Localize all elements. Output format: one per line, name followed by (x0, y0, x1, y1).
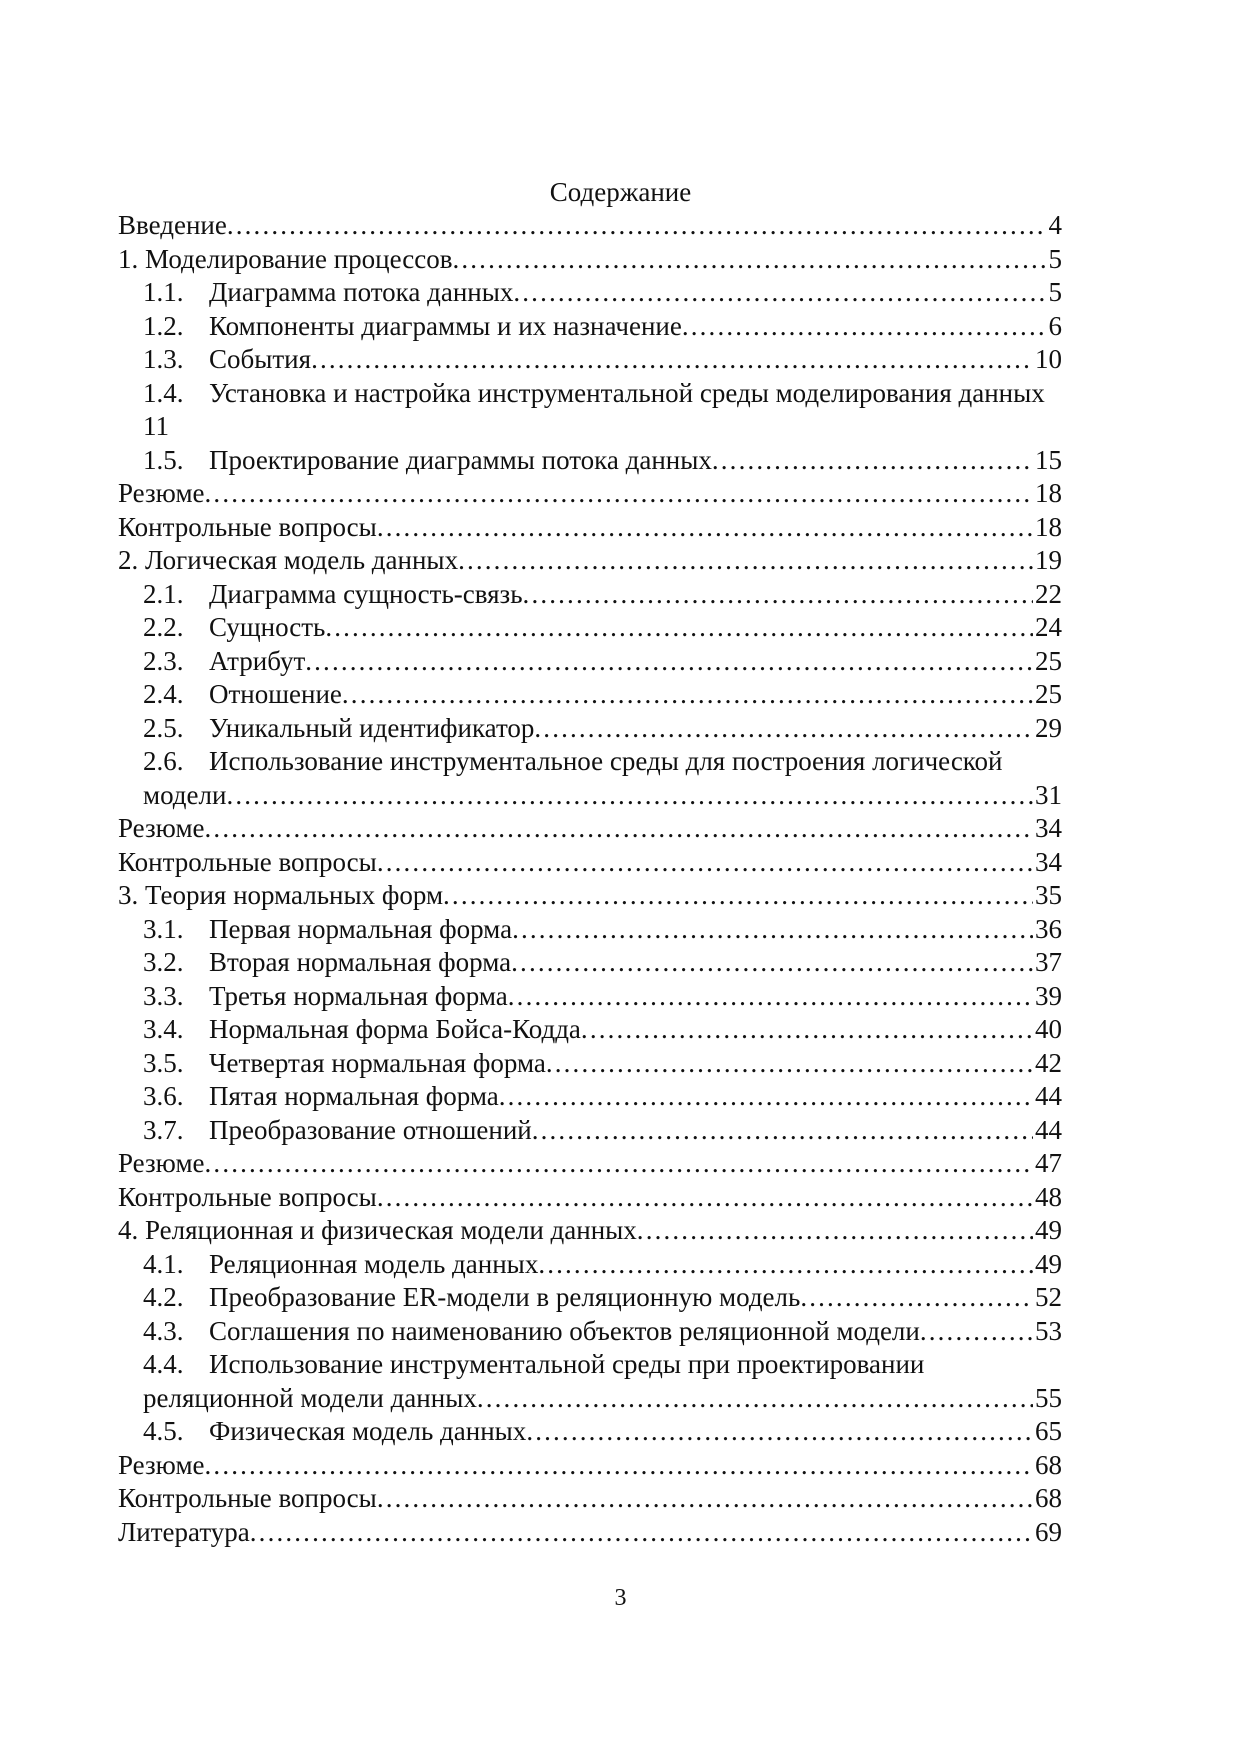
toc-entry-page: 10 (1035, 344, 1062, 374)
toc-entry-wrap[interactable] (118, 779, 1062, 813)
toc-entry[interactable] (118, 544, 1062, 578)
toc-entry[interactable] (118, 1516, 1062, 1550)
toc-entry-number: 3.7. (143, 1114, 184, 1145)
toc-entry-label: Использование инструментальной среды при проектировании (209, 1349, 925, 1379)
toc-entry[interactable] (118, 1080, 1062, 1114)
toc-entry-label: Резюме (118, 813, 205, 843)
toc-entry-label: Литература (118, 1516, 250, 1547)
toc-entry[interactable] (118, 1181, 1062, 1215)
toc-entry-number: 3.4. (143, 1014, 184, 1044)
toc-entry-page: 44 (1035, 1081, 1062, 1111)
toc-entry-page: 68 (1035, 1449, 1062, 1480)
dot-leader (377, 511, 1033, 545)
toc-entry-label: Компоненты диаграммы и их назначение (209, 310, 682, 341)
toc-entry[interactable] (118, 812, 1062, 846)
toc-entry-label: Резюме (118, 478, 205, 508)
toc-entry-label: Контрольные вопросы (118, 511, 377, 542)
dot-leader (452, 243, 1046, 277)
toc-entry-label-cont: модели (143, 779, 227, 810)
dot-leader (682, 310, 1047, 344)
toc-entry-wrap[interactable] (118, 410, 1062, 444)
toc-entry[interactable] (118, 1449, 1062, 1483)
toc-entry-label: Нормальная форма Бойса-Кодда (209, 1014, 581, 1044)
dot-leader (227, 209, 1047, 243)
dot-leader (523, 578, 1033, 612)
toc-entry-number: 2.3. (143, 645, 184, 676)
toc-entry-label: Соглашения по наименованию объектов реляционной модели (209, 1315, 920, 1346)
toc-entry[interactable] (118, 913, 1062, 947)
dot-leader (226, 779, 1033, 813)
toc-entry[interactable] (118, 1248, 1062, 1282)
toc-entry-label: Преобразование ER-модели в реляционную модель (209, 1282, 801, 1312)
toc-entry-number: 4.4. (143, 1349, 184, 1379)
toc-entry-label: Проектирование диаграммы потока данных (209, 444, 712, 475)
toc-entry[interactable] (118, 1482, 1062, 1516)
toc-entry-number: 4.1. (143, 1248, 184, 1279)
toc-entry[interactable] (118, 946, 1062, 980)
toc-entry[interactable] (118, 477, 1062, 511)
toc-entry[interactable] (118, 276, 1062, 310)
toc-title: Содержание (549, 177, 692, 207)
dot-leader (532, 1114, 1033, 1148)
dot-leader (513, 276, 1046, 310)
toc-entry-label: Преобразование отношений (209, 1114, 532, 1145)
toc-entry-page: 35 (1035, 880, 1062, 910)
toc-entry-page: 29 (1035, 712, 1062, 743)
toc-entry-page: 5 (1048, 243, 1062, 274)
toc-entry-label-cont: реляционной модели данных (143, 1382, 477, 1413)
toc-entry-page: 19 (1035, 545, 1062, 575)
toc-entry-number: 4.2. (143, 1282, 184, 1312)
toc-entry[interactable] (118, 243, 1062, 277)
toc-entry-page: 53 (1035, 1315, 1062, 1346)
toc-entry[interactable] (118, 209, 1062, 243)
toc-entry[interactable] (118, 444, 1062, 478)
dot-leader (538, 1248, 1033, 1282)
dot-leader (377, 1482, 1033, 1516)
toc-entry-page: 55 (1035, 1382, 1062, 1413)
toc-entry[interactable] (118, 1114, 1062, 1148)
toc-entry-page: 37 (1035, 947, 1062, 977)
toc-entry-label: События (209, 344, 312, 374)
dot-leader (205, 1449, 1033, 1483)
dot-leader (920, 1315, 1033, 1349)
toc-entry-number: 2.6. (143, 746, 184, 776)
dot-leader (342, 678, 1033, 712)
toc-entry-number: 3.2. (143, 947, 184, 977)
toc-entry-page: 18 (1035, 511, 1062, 542)
toc-entry[interactable] (118, 1047, 1062, 1081)
toc-entry-number: 1.4. (143, 377, 184, 408)
toc-entry-page: 36 (1035, 913, 1062, 944)
toc-entry-page: 25 (1035, 645, 1062, 676)
dot-leader (205, 477, 1033, 511)
toc-entry[interactable] (118, 980, 1062, 1014)
toc-entry[interactable] (118, 846, 1062, 880)
dot-leader (546, 1047, 1033, 1081)
toc-entry-page: 34 (1035, 846, 1062, 877)
toc-entry-label: Отношение (209, 679, 342, 709)
toc-entry[interactable] (118, 1281, 1062, 1315)
dot-leader (499, 1080, 1033, 1114)
toc-entry-label: Сущность (209, 612, 326, 642)
toc-entry-number: 3.5. (143, 1047, 184, 1078)
toc-entry-page: 44 (1035, 1114, 1062, 1145)
dot-leader (205, 812, 1033, 846)
toc-entry-page: 15 (1035, 444, 1062, 475)
toc-entry[interactable] (118, 611, 1062, 645)
toc-entry[interactable] (118, 343, 1062, 377)
toc-entry-label: Контрольные вопросы (118, 846, 377, 877)
toc-entry-label: Вторая нормальная форма (209, 947, 512, 977)
toc-entry-page: 39 (1035, 980, 1062, 1011)
toc-entry-label: Физическая модель данных (209, 1416, 527, 1446)
dot-leader (250, 1516, 1033, 1550)
toc-entry-page: 49 (1035, 1215, 1062, 1245)
toc-entry-number: 2.1. (143, 578, 184, 609)
dot-leader (458, 544, 1033, 578)
dot-leader (511, 946, 1033, 980)
toc-entry-label: 2. Логическая модель данных (118, 545, 459, 575)
toc-entry-page: 25 (1035, 679, 1062, 709)
toc-entry-number: 1.1. (143, 277, 184, 307)
dot-leader (305, 645, 1033, 679)
toc-entry-number: 1.2. (143, 310, 184, 341)
toc-entry-page: 24 (1035, 612, 1062, 642)
dot-leader (800, 1281, 1033, 1315)
toc-entry-number: 3.1. (143, 913, 184, 944)
toc-entry-page: 68 (1035, 1483, 1062, 1513)
toc-entry-label: 3. Теория нормальных форм (118, 880, 444, 910)
dot-leader (508, 980, 1033, 1014)
toc-entry[interactable] (118, 1315, 1062, 1349)
toc-entry-page: 34 (1035, 813, 1062, 843)
toc-entry-page: 22 (1035, 578, 1062, 609)
dot-leader (311, 343, 1033, 377)
toc-entry-wrap[interactable] (118, 1382, 1062, 1416)
toc-entry-label: Введение (118, 210, 227, 240)
toc-entry-label: Контрольные вопросы (118, 1181, 377, 1212)
toc-entry-label: Установка и настройка инструментальной среды моделирования данных (209, 377, 1045, 408)
toc-entry-label: Третья нормальная форма (209, 980, 508, 1011)
toc-entry-label: Контрольные вопросы (118, 1483, 377, 1513)
toc-entry-page: 40 (1035, 1014, 1062, 1044)
toc-entry[interactable] (118, 678, 1062, 712)
toc-entry[interactable] (118, 1348, 1062, 1382)
table-of-contents (118, 209, 1062, 1549)
toc-entry-number: 2.5. (143, 712, 184, 743)
toc-entry-page: 48 (1035, 1181, 1062, 1212)
toc-entry-label: Резюме (118, 1148, 205, 1178)
toc-entry-page: 6 (1048, 310, 1062, 341)
toc-entry-number: 3.3. (143, 980, 184, 1011)
toc-entry-page: 4 (1048, 210, 1062, 240)
toc-entry-label: Резюме (118, 1449, 205, 1480)
toc-entry[interactable] (118, 1013, 1062, 1047)
toc-entry-label: Атрибут (209, 645, 306, 676)
toc-entry-number: 1.3. (143, 344, 184, 374)
toc-entry-page: 52 (1035, 1282, 1062, 1312)
dot-leader (581, 1013, 1033, 1047)
dot-leader (377, 846, 1033, 880)
toc-entry-label: Использование инструментальное среды для построения логической (209, 746, 1003, 776)
toc-entry-label: Диаграмма сущность-связь (209, 578, 523, 609)
page-number: 3 (614, 1585, 627, 1611)
toc-entry-number: 1.5. (143, 444, 184, 475)
toc-entry-label: Пятая нормальная форма (209, 1081, 499, 1111)
toc-entry[interactable] (118, 712, 1062, 746)
toc-entry-number: 3.6. (143, 1081, 184, 1111)
dot-leader (377, 1181, 1033, 1215)
toc-entry-page: 47 (1035, 1148, 1062, 1178)
toc-entry-number: 2.2. (143, 612, 184, 642)
dot-leader (477, 1382, 1033, 1416)
toc-entry-label: Первая нормальная форма (209, 913, 513, 944)
toc-entry-number: 4.5. (143, 1416, 184, 1446)
toc-entry-page: 31 (1035, 779, 1062, 810)
dot-leader (512, 913, 1033, 947)
toc-entry[interactable] (118, 310, 1062, 344)
toc-entry-label: Реляционная модель данных (209, 1248, 539, 1279)
toc-entry-number: 2.4. (143, 679, 184, 709)
toc-entry-page: 42 (1035, 1047, 1062, 1078)
dot-leader (534, 712, 1033, 746)
toc-entry-label: 4. Реляционная и физическая модели данных (118, 1215, 637, 1245)
toc-entry[interactable] (118, 1147, 1062, 1181)
toc-entry-page: 5 (1048, 277, 1062, 307)
toc-entry-label: Четвертая нормальная форма (209, 1047, 546, 1078)
dot-leader (325, 611, 1033, 645)
toc-entry[interactable] (118, 377, 1062, 411)
toc-entry-page: 65 (1035, 1416, 1062, 1446)
toc-entry[interactable] (118, 645, 1062, 679)
toc-entry-page: 49 (1035, 1248, 1062, 1279)
dot-leader (526, 1415, 1033, 1449)
dot-leader (443, 879, 1033, 913)
toc-entry-page: 11 (143, 411, 169, 441)
dot-leader (637, 1214, 1033, 1248)
toc-entry[interactable] (118, 745, 1062, 779)
toc-entry[interactable] (118, 578, 1062, 612)
toc-entry-number: 4.3. (143, 1315, 184, 1346)
dot-leader (712, 444, 1033, 478)
toc-entry[interactable] (118, 1415, 1062, 1449)
toc-entry[interactable] (118, 511, 1062, 545)
toc-entry-label: 1. Моделирование процессов (118, 243, 453, 274)
dot-leader (205, 1147, 1033, 1181)
toc-entry-label: Диаграмма потока данных (209, 277, 514, 307)
toc-entry-page: 18 (1035, 478, 1062, 508)
toc-entry-label: Уникальный идентификатор (209, 712, 535, 743)
toc-entry[interactable] (118, 879, 1062, 913)
toc-entry-page: 69 (1035, 1516, 1062, 1547)
toc-entry[interactable] (118, 1214, 1062, 1248)
